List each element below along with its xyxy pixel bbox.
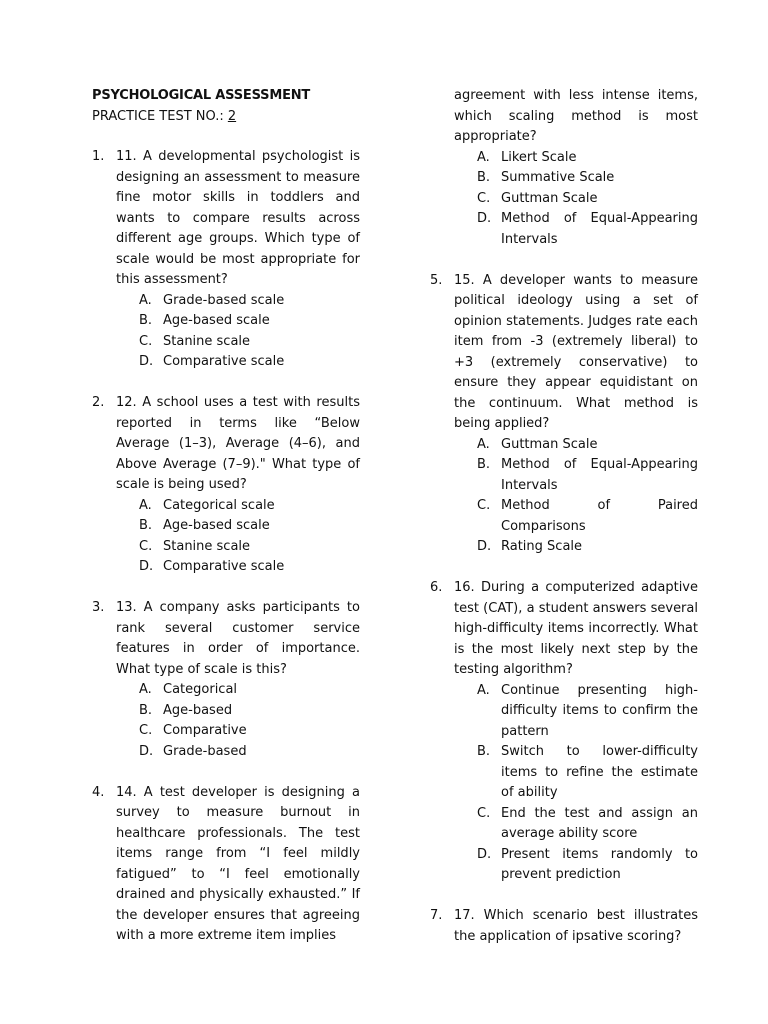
question-item xyxy=(92,393,360,578)
question-body xyxy=(116,783,360,947)
answer-option xyxy=(454,189,698,210)
option-text: Guttman Scale xyxy=(501,190,598,206)
answer-option xyxy=(454,209,698,250)
option-letter: D. xyxy=(477,846,492,862)
answer-option xyxy=(116,516,360,537)
option-text: Age-based scale xyxy=(163,518,270,533)
right-question-list xyxy=(430,271,698,948)
option-text: Summative Scale xyxy=(501,170,615,185)
option-letter: A. xyxy=(477,436,490,452)
question-continuation xyxy=(430,86,698,250)
option-text: Present items randomly to prevent prediction xyxy=(501,846,698,882)
question-text: 17. Which scenario best illustrates the application of ipsative scoring? xyxy=(454,908,698,944)
answer-option xyxy=(116,332,360,353)
option-letter: B. xyxy=(477,744,491,759)
answer-option xyxy=(116,496,360,517)
option-text: Switch to lower-difficulty items to refine the estimate of ability xyxy=(501,744,698,800)
question-item xyxy=(92,598,360,762)
option-letter: D. xyxy=(477,539,492,554)
option-text: Guttman Scale xyxy=(501,436,598,452)
option-letter: B. xyxy=(477,170,491,185)
question-number: 7. xyxy=(430,908,443,923)
answer-option xyxy=(116,721,360,742)
answer-option xyxy=(116,352,360,373)
option-text: Likert Scale xyxy=(501,149,577,165)
question-body xyxy=(454,906,698,947)
option-text: Rating Scale xyxy=(501,539,583,554)
answer-option xyxy=(454,804,698,845)
practice-test-number: 2 xyxy=(227,108,237,124)
option-letter: B. xyxy=(139,518,153,533)
question-number: 6. xyxy=(430,580,443,595)
question-number: 3. xyxy=(92,600,105,615)
question-continuation-text: agreement with less intense items, which scaling method is most appropriate? xyxy=(454,88,698,144)
option-letter: D. xyxy=(139,559,154,574)
practice-test-label: PRACTICE TEST NO.: xyxy=(92,108,228,124)
option-letter: C. xyxy=(139,333,153,349)
question-body xyxy=(116,147,360,373)
right-column xyxy=(430,86,698,947)
option-text: Stanine scale xyxy=(163,538,251,554)
question-item xyxy=(430,906,698,947)
option-text: Continue presenting high-difficulty items to confirm the pattern xyxy=(501,682,698,739)
question-body xyxy=(454,271,698,558)
answer-option xyxy=(116,311,360,332)
option-text: Age-based scale xyxy=(163,313,270,328)
option-letter: C. xyxy=(477,498,491,513)
answer-option xyxy=(116,557,360,578)
option-letter: D. xyxy=(139,354,154,369)
question-text: 13. A company asks participants to rank several customer service features in order of importance. What type of scale is this? xyxy=(116,600,360,677)
question-text: 11. A developmental psychologist is designing an assessment to measure fine motor skills in toddlers and wants to compare results across different age groups. Which type of scale would be most appropriate for this assessment? xyxy=(116,149,360,287)
practice-test-line xyxy=(92,107,360,128)
answer-option xyxy=(454,845,698,886)
answer-option xyxy=(454,496,698,537)
answer-option xyxy=(116,680,360,701)
answer-option xyxy=(116,701,360,722)
option-text: Method of Equal-Appearing Intervals xyxy=(501,457,698,493)
option-text: Comparative xyxy=(163,723,247,738)
answer-option xyxy=(116,291,360,312)
answer-option xyxy=(454,455,698,496)
answer-option xyxy=(454,742,698,804)
option-letter: A. xyxy=(139,292,152,308)
question-text: 15. A developer wants to measure political ideology using a set of opinion statements. Judges rate each item from -3 (extremely liberal) to +3 (extremely conservative) to ensure they appear equidistant on the continuum. What method is being applied? xyxy=(454,272,698,431)
question-number: 1. xyxy=(92,149,105,164)
option-text: Categorical scale xyxy=(163,497,275,513)
option-text: Method of Equal-Appearing Intervals xyxy=(501,211,698,247)
question-number: 4. xyxy=(92,784,105,800)
option-text: Stanine scale xyxy=(163,333,251,349)
question-text: 16. During a computerized adaptive test (CAT), a student answers several high-difficulty items incorrectly. What is the most likely next step by the testing algorithm? xyxy=(454,580,698,677)
option-letter: A. xyxy=(139,497,152,513)
left-column xyxy=(92,86,360,947)
option-letter: A. xyxy=(139,682,152,697)
question-item xyxy=(92,147,360,373)
option-list xyxy=(454,148,698,251)
option-letter: B. xyxy=(139,313,153,328)
question-item xyxy=(430,578,698,886)
option-text: End the test and assign an average ability score xyxy=(501,805,698,841)
option-letter: D. xyxy=(477,211,492,226)
option-text: Method of Paired Comparisons xyxy=(501,498,698,534)
option-text: Comparative scale xyxy=(163,354,285,369)
option-text: Grade-based scale xyxy=(163,292,285,308)
answer-option xyxy=(454,168,698,189)
answer-option xyxy=(116,742,360,763)
question-number: 5. xyxy=(430,272,443,288)
answer-option xyxy=(116,537,360,558)
document-title: PSYCHOLOGICAL ASSESSMENT xyxy=(92,88,311,103)
option-text: Comparative scale xyxy=(163,559,285,574)
option-list xyxy=(116,291,360,373)
option-text: Grade-based xyxy=(163,743,247,759)
option-list xyxy=(454,681,698,886)
option-letter: C. xyxy=(139,538,153,554)
left-question-list xyxy=(92,147,360,947)
option-letter: B. xyxy=(477,457,491,472)
question-text: 12. A school uses a test with results reported in terms like “Below Average (1–3), Average (4–6), and Above Average (7–9)." What type of scale is being used? xyxy=(116,395,360,492)
answer-option xyxy=(454,681,698,743)
option-letter: B. xyxy=(139,702,153,718)
answer-option xyxy=(454,537,698,558)
question-number: 2. xyxy=(92,395,105,410)
question-body xyxy=(454,578,698,886)
question-text: 14. A test developer is designing a survey to measure burnout in healthcare professionals. The test items range from “I feel mildly fatigued” to “I feel emotionally drained and physically exhausted.” If the developer ensures that agreeing with a more extreme item implies xyxy=(116,784,360,943)
option-text: Age-based xyxy=(163,702,233,718)
option-letter: C. xyxy=(477,190,491,206)
option-list xyxy=(454,435,698,558)
option-text: Categorical xyxy=(163,682,238,697)
answer-option xyxy=(454,148,698,169)
option-letter: A. xyxy=(477,682,490,698)
question-body xyxy=(116,393,360,578)
option-letter: A. xyxy=(477,149,490,165)
answer-option xyxy=(454,435,698,456)
option-list xyxy=(116,496,360,578)
option-letter: D. xyxy=(139,743,154,759)
option-letter: C. xyxy=(477,805,491,821)
option-list xyxy=(116,680,360,762)
option-letter: C. xyxy=(139,723,153,738)
question-item xyxy=(430,271,698,558)
question-item xyxy=(92,783,360,947)
question-body xyxy=(116,598,360,762)
